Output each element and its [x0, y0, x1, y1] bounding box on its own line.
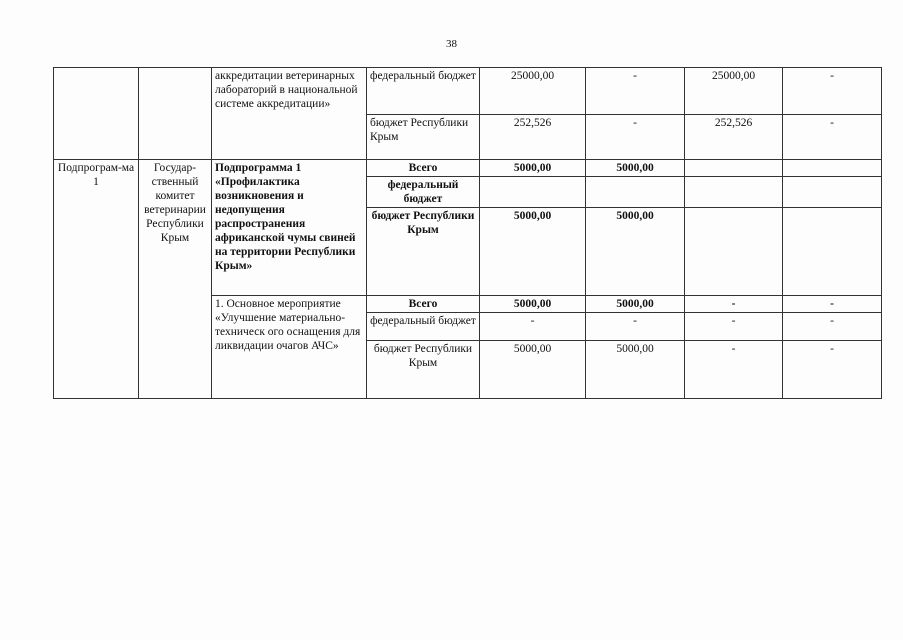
value-cell — [480, 177, 586, 208]
value-cell: 25000,00 — [480, 68, 586, 115]
source-cell: бюджет Республики Крым — [367, 341, 480, 399]
value-cell: - — [480, 313, 586, 341]
value-cell: 5000,00 — [480, 208, 586, 296]
executor-cell: Государ-ственный комитет ветеринарии Республики Крым — [139, 160, 212, 399]
page-number: 38 — [446, 38, 457, 50]
value-cell: - — [783, 68, 882, 115]
value-cell: - — [685, 341, 783, 399]
value-cell: 5000,00 — [480, 341, 586, 399]
value-cell: - — [586, 115, 685, 160]
source-cell: федеральный бюджет — [367, 177, 480, 208]
source-cell: федеральный бюджет — [367, 313, 480, 341]
budget-table — [53, 67, 882, 399]
source-cell: бюджет Республики Крым — [367, 115, 480, 160]
table-row — [54, 160, 882, 177]
value-cell — [685, 208, 783, 296]
value-cell: - — [783, 296, 882, 313]
value-cell: 5000,00 — [480, 296, 586, 313]
status-cell-empty — [54, 68, 139, 160]
value-cell: 5000,00 — [480, 160, 586, 177]
value-cell: 5000,00 — [586, 296, 685, 313]
source-cell: Всего — [367, 160, 480, 177]
value-cell: 5000,00 — [586, 341, 685, 399]
value-cell: 5000,00 — [586, 208, 685, 296]
value-cell: 25000,00 — [685, 68, 783, 115]
value-cell — [783, 208, 882, 296]
source-cell: бюджет Республики Крым — [367, 208, 480, 296]
value-cell — [685, 177, 783, 208]
subprogram-status-cell: Подпрограм-ма 1 — [54, 160, 139, 399]
value-cell: - — [586, 313, 685, 341]
value-cell: - — [685, 313, 783, 341]
value-cell: - — [783, 115, 882, 160]
value-cell — [783, 160, 882, 177]
executor-cell-empty — [139, 68, 212, 160]
value-cell: - — [685, 296, 783, 313]
subprogram-title-cell: Подпрограмма 1 «Профилактика возникновения и недопущения распространения африканской чумы свиней на территории Республики Крым» — [212, 160, 367, 296]
value-cell: - — [783, 313, 882, 341]
source-cell: Всего — [367, 296, 480, 313]
value-cell: 252,526 — [685, 115, 783, 160]
source-cell: федеральный бюджет — [367, 68, 480, 115]
value-cell: 252,526 — [480, 115, 586, 160]
value-cell — [685, 160, 783, 177]
event-name-cell: аккредитации ветеринарных лабораторий в национальной системе аккредитации» — [212, 68, 367, 160]
value-cell — [586, 177, 685, 208]
value-cell — [783, 177, 882, 208]
value-cell: 5000,00 — [586, 160, 685, 177]
value-cell: - — [783, 341, 882, 399]
table-row — [54, 68, 882, 115]
value-cell: - — [586, 68, 685, 115]
main-event-title-cell: 1. Основное мероприятие «Улучшение материально-техническ ого оснащения для ликвидации очагов АЧС» — [212, 296, 367, 399]
